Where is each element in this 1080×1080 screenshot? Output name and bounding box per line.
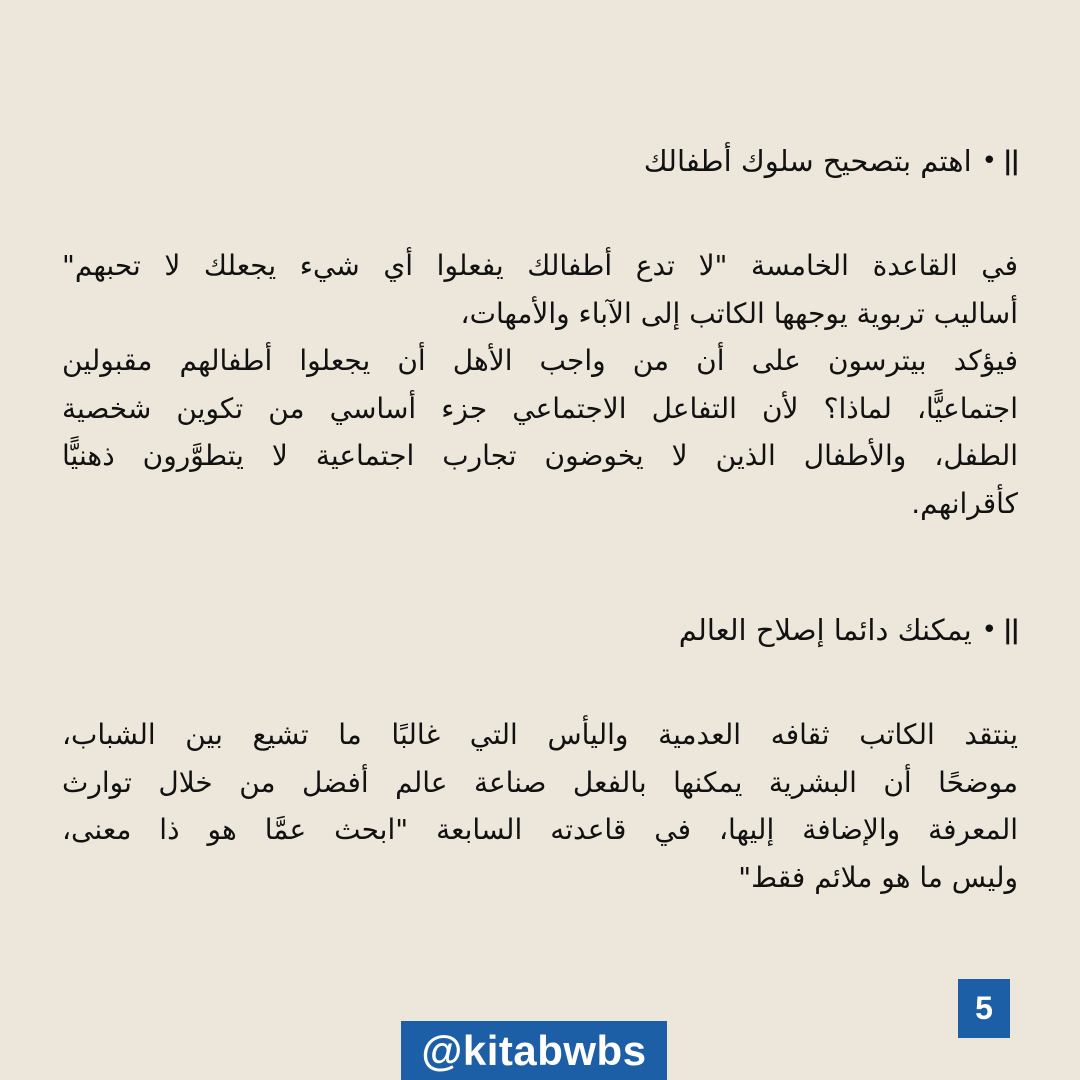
page-content	[62, 138, 1018, 901]
bullet-icon: •	[981, 615, 997, 645]
heading-marker	[982, 138, 1018, 184]
account-handle: @kitabwbs	[401, 1021, 667, 1080]
paragraph-line: ينتقد الكاتب ثقافه العدمية واليأس التي غالبًا ما تشيع بين الشباب،	[62, 718, 1018, 751]
paragraph-line: موضحًا أن البشرية يمكنها بالفعل صناعة عالم أفضل من خلال توارث	[62, 765, 1018, 799]
paragraph-line: الطفل، والأطفال الذين لا يخوضون تجارب اجتماعية لا يتطوَّرون ذهنيًّا	[62, 439, 1018, 472]
paragraph-1	[62, 242, 1018, 527]
section-heading-1	[62, 138, 1018, 184]
heading-text: يمكنك دائما إصلاح العالم	[678, 613, 972, 647]
bullet-icon: •	[981, 146, 997, 176]
section-heading-2	[62, 607, 1018, 653]
paragraph-line: اجتماعيًّا، لماذا؟ لأن التفاعل الاجتماعي جزء أساسي من تكوين شخصية	[62, 391, 1018, 425]
heading-marker	[982, 607, 1018, 653]
paragraph-line: وليس ما هو ملائم فقط"	[738, 860, 1018, 894]
paragraph-line: في القاعدة الخامسة "لا تدع أطفالك يفعلوا أي شيء يجعلك لا تحبهم"	[62, 249, 1018, 282]
double-bar-icon: ||	[1003, 615, 1018, 645]
paragraph-2	[62, 711, 1018, 901]
page-number-badge: 5	[958, 979, 1010, 1038]
paragraph-line: أساليب تربوية يوجهها الكاتب إلى الآباء والأمهات،	[460, 296, 1018, 330]
paragraph-line: المعرفة والإضافة إليها، في قاعدته السابعة "ابحث عمَّا هو ذا معنى،	[62, 813, 1018, 846]
double-bar-icon: ||	[1003, 146, 1018, 176]
heading-text: اهتم بتصحيح سلوك أطفالك	[643, 144, 972, 178]
paragraph-line: كأقرانهم.	[911, 486, 1018, 520]
paragraph-line: فيؤكد بيترسون على أن من واجب الأهل أن يجعلوا أطفالهم مقبولين	[62, 344, 1018, 377]
